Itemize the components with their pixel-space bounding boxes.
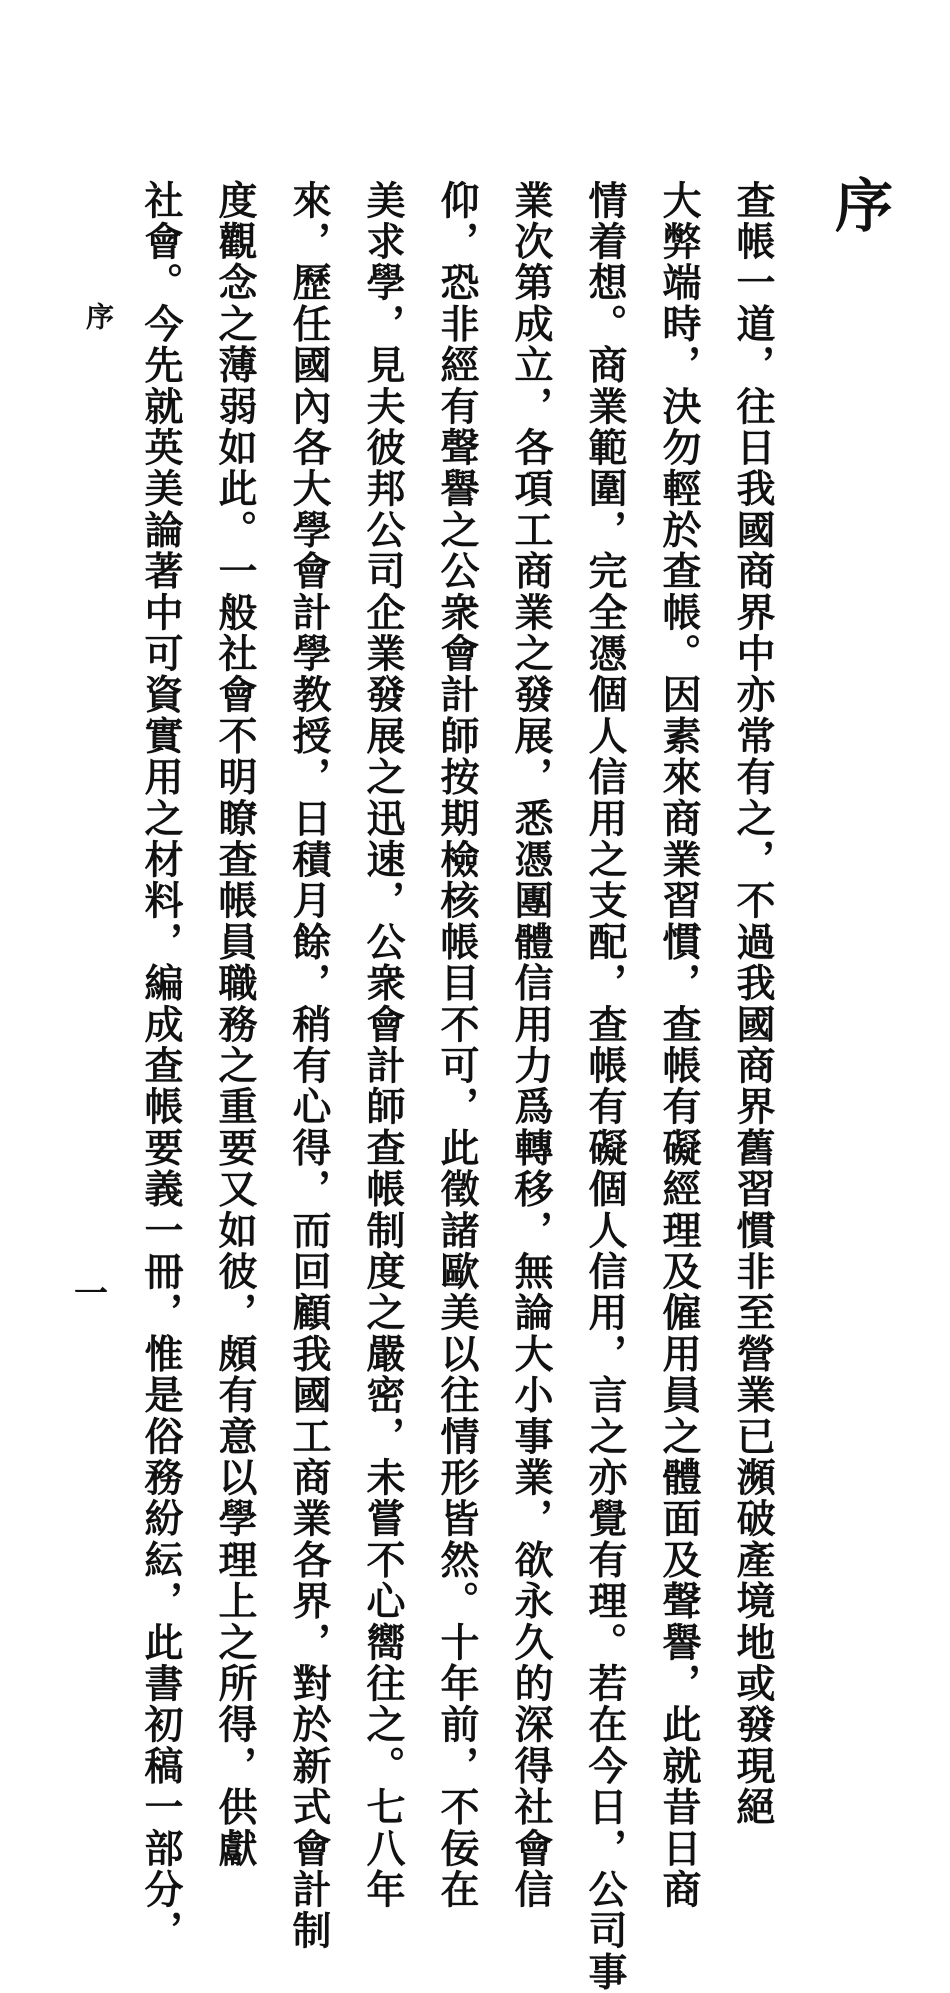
text-column: 仰，恐非經有聲譽之公衆會計師按期檢核帳目不可，此徵諸歐美以往情形皆然。十年前，不佞在 — [434, 180, 480, 1911]
text-column: 業次第成立，各項工商業之發展，悉憑團體信用力爲轉移，無論大小事業，欲永久的深得社會信 — [508, 180, 554, 1911]
text-column: 美求學，見夫彼邦公司企業發展之迅速，公衆會計師查帳制度之嚴密，未嘗不心嚮往之。七八年 — [360, 180, 406, 1911]
page-number: 一 — [74, 1274, 108, 1314]
text-column: 情着想。商業範圍，完全憑個人信用之支配，查帳有礙個人信用，言之亦覺有理。若在今日，公司事 — [582, 180, 628, 1993]
text-column: 社會。今先就英美論著中可資實用之材料，編成查帳要義一冊，惟是俗務紛紜，此書初稿一部分， — [138, 180, 184, 1952]
text-column: 查帳一道，往日我國商界中亦常有之，不過我國商界舊習慣非至營業已瀕破產境地或發現絕 — [730, 180, 776, 1828]
preface-body — [124, 180, 790, 1993]
preface-heading: 序 — [825, 175, 893, 233]
text-column: 來，歷任國內各大學會計學教授，日積月餘，稍有心得，而回顧我國工商業各界，對於新式會計制 — [286, 180, 332, 1952]
text-column: 大弊端時，決勿輕於查帳。因素來商業習慣，查帳有礙經理及僱用員之體面及聲譽，此就昔日商 — [656, 180, 702, 1911]
text-column: 度觀念之薄弱如此。一般社會不明瞭查帳員職務之重要又如彼，頗有意以學理上之所得，供獻 — [212, 180, 258, 1870]
running-title: 序 — [82, 302, 115, 330]
